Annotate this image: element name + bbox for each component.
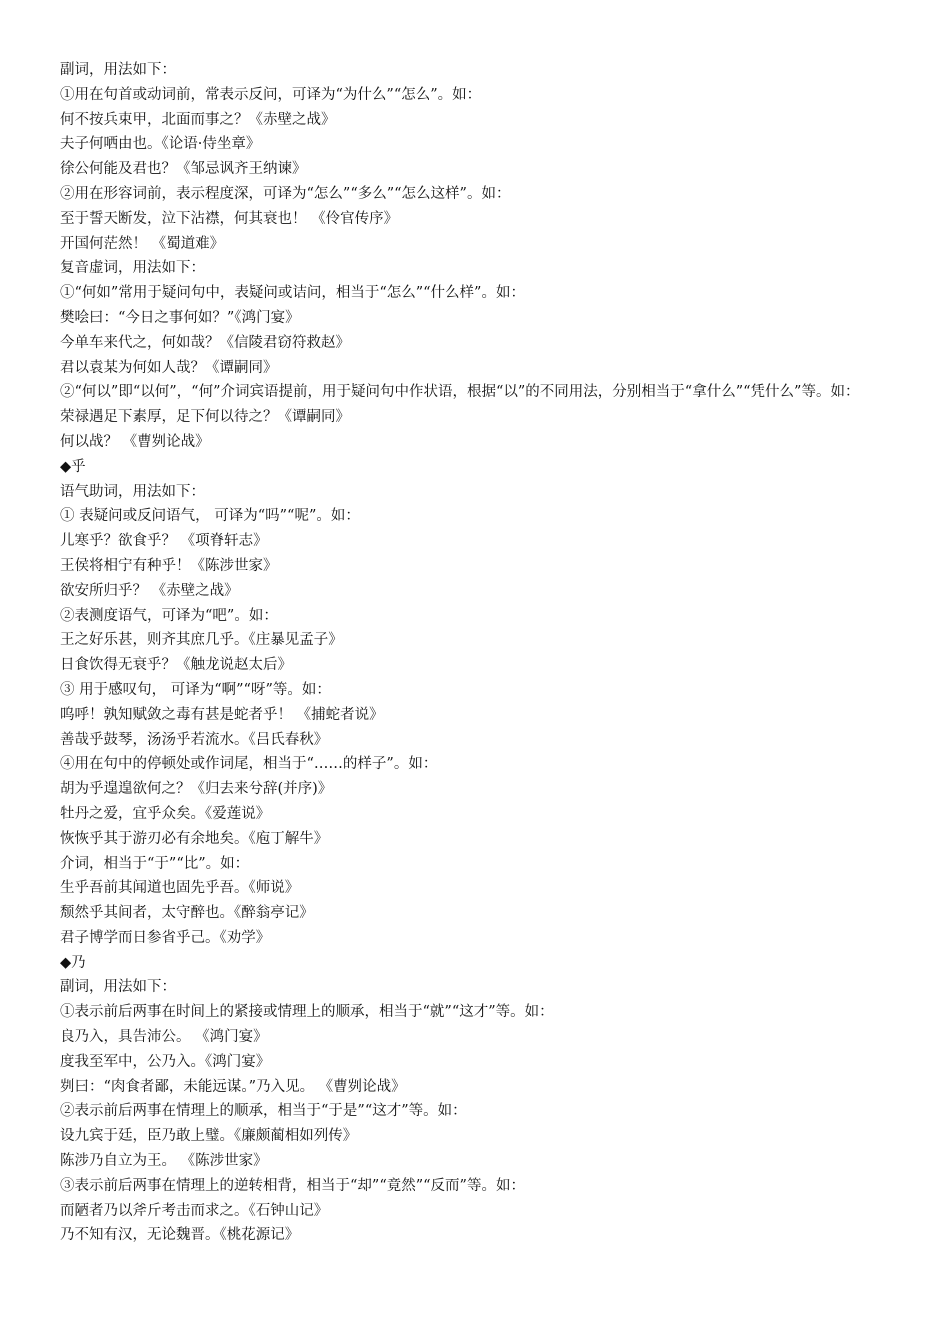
text-line: 徐公何能及君也？《邹忌讽齐王纳谏》 [60,161,307,178]
text-line: 而陋者乃以斧斤考击而求之。《石钟山记》 [60,1202,329,1219]
text-line: 樊哙曰：“今日之事何如？”《鸿门宴》 [60,309,300,326]
text-line: 王侯将相宁有种乎！《陈涉世家》 [60,557,278,574]
text-line: 今单车来代之，何如哉？《信陵君窃符救赵》 [60,334,350,351]
text-line: ②表示前后两事在情理上的顺承，相当于“于是”“这才”等。如： [60,1103,467,1120]
text-line: 刿曰：“肉食者鄙，未能远谋。”乃入见。 《曹刿论战》 [60,1078,406,1095]
text-line: 善哉乎鼓琴，汤汤乎若流水。《吕氏春秋》 [60,731,329,748]
text-line: 君子博学而日参省乎己。《劝学》 [60,929,271,946]
text-line: 度我至军中，公乃入。《鸿门宴》 [60,1053,271,1070]
document-body [60,58,920,1248]
text-line: ◆乎 [60,458,86,475]
text-line: 日食饮得无衰乎？《触龙说赵太后》 [60,657,292,674]
text-line: 呜呼！孰知赋敛之毒有甚是蛇者乎！ 《捕蛇者说》 [60,706,384,723]
text-line: ◆乃 [60,954,86,971]
text-line: 儿寒乎？欲食乎？ 《项脊轩志》 [60,533,268,550]
text-line: ②用在形容词前，表示程度深，可译为“怎么”“多么”“怎么这样”。如： [60,185,511,202]
text-line: 副词，用法如下： [60,979,176,996]
text-line: 荣禄遇足下素厚，足下何以待之？《谭嗣同》 [60,409,350,426]
text-line: 胡为乎遑遑欲何之？《归去来兮辞(并序)》 [60,781,333,798]
text-line: 开国何茫然！ 《蜀道难》 [60,235,225,252]
text-line: 陈涉乃自立为王。 《陈涉世家》 [60,1153,268,1170]
text-line: 欲安所归乎？ 《赤壁之战》 [60,582,239,599]
text-line: ③ 用于感叹句， 可译为“啊”“呀”等。如： [60,681,331,698]
text-line: 语气助词，用法如下： [60,483,205,500]
text-line: 颓然乎其间者，太守醉也。《醉翁亭记》 [60,905,314,922]
text-line: 乃不知有汉，无论魏晋。《桃花源记》 [60,1227,300,1244]
text-line: ①用在句首或动词前，常表示反问，可译为“为什么”“怎么”。如： [60,86,482,103]
text-line: ① 表疑问或反问语气， 可译为“吗”“呢”。如： [60,508,360,525]
text-line: 副词，用法如下： [60,62,176,78]
text-line: 复音虚词，用法如下： [60,260,205,277]
text-line: 牡丹之爱，宜乎众矣。《爱莲说》 [60,805,271,822]
text-line: ②表测度语气，可译为“吧”。如： [60,607,278,624]
text-line: 夫子何哂由也。《论语·侍坐章》 [60,136,261,153]
text-line: ②“何以”即“以何”，“何”介词宾语提前，用于疑问句中作状语，根据“以”的不同用法，分别相当于“拿什么”“凭什么”等。如： [60,384,860,401]
text-line: ③表示前后两事在情理上的逆转相背，相当于“却”“竟然”“反而”等。如： [60,1177,525,1194]
text-line: 何不按兵束甲，北面而事之？《赤壁之战》 [60,111,336,128]
text-line: 生乎吾前其闻道也固先乎吾。《师说》 [60,880,300,897]
text-line: 王之好乐甚，则齐其庶几乎。《庄暴见孟子》 [60,632,343,649]
text-line: ①表示前后两事在时间上的紧接或情理上的顺承，相当于“就”“这才”等。如： [60,1004,554,1021]
text-line: 恢恢乎其于游刃必有余地矣。《庖丁解牛》 [60,830,329,847]
text-line: 何以战？ 《曹刿论战》 [60,433,210,450]
text-line: 良乃入，具告沛公。 《鸿门宴》 [60,1029,268,1046]
text-line: ④用在句中的停顿处或作词尾，相当于“……的样子”。如： [60,756,438,773]
text-line: ①“何如”常用于疑问句中，表疑问或诘问，相当于“怎么”“什么样”。如： [60,285,525,302]
text-line: 君以袁某为何如人哉？《谭嗣同》 [60,359,278,376]
text-line: 介词，相当于“于”“比”。如： [60,855,250,872]
text-line: 至于誓天断发，泣下沾襟，何其衰也！ 《伶官传序》 [60,210,399,227]
text-line: 设九宾于廷，臣乃敢上璧。《廉颇蔺相如列传》 [60,1128,358,1145]
